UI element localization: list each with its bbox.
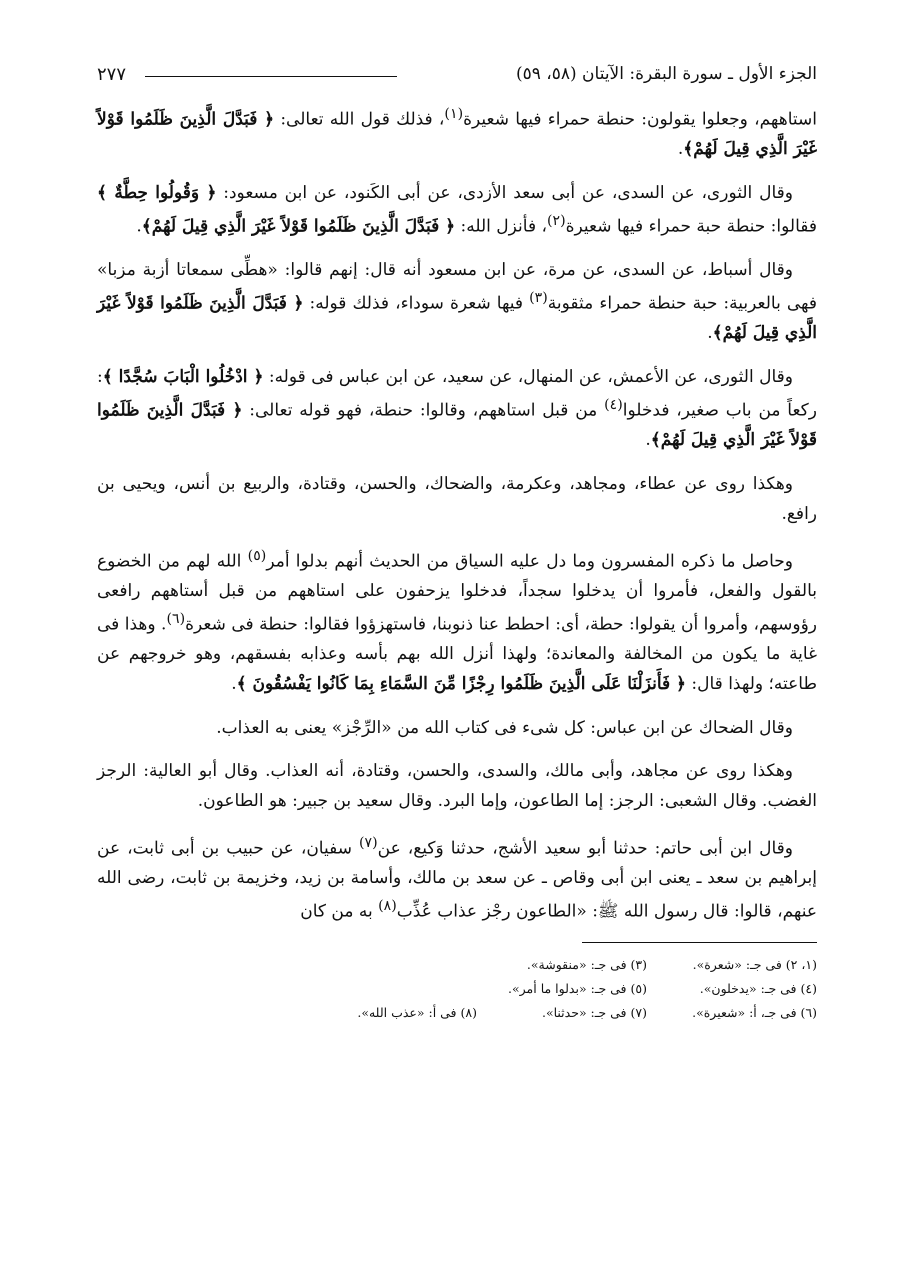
- footnotes: [97, 953, 817, 1026]
- book-page: [97, 60, 817, 1026]
- text-run: : ركعاً من باب صغير، فدخلوا: [97, 367, 817, 421]
- text-run: سفيان، عن حبيب بن أبى ثابت، عن إبراهيم بن سعد ـ يعنى ابن أبى وقاص ـ عن سعد بن مالك، وأسامة بن زيد، وخزيمة بن ثابت، رضى الله عنهم، قالوا: قال رسول الله ﷺ: «الطاعون رجْز عذاب عُذِّب: [97, 838, 817, 922]
- paragraph: [97, 544, 817, 700]
- quran-verse: ﴿ وَقُولُوا حِطَّةٌ ﴾: [97, 183, 217, 204]
- text-run: .: [231, 673, 237, 694]
- footnote: (٦) فى جـ، أ: «شعيرة».: [692, 1005, 817, 1021]
- text-run: به من كان: [300, 901, 379, 922]
- footnote: (٣) فى جـ: «منقوشة».: [526, 956, 647, 972]
- footnote-marker: (٧): [358, 834, 378, 851]
- text-run: وقال الثورى، عن الأعمش، عن المنهال، عن سعيد، عن ابن عباس فى قوله:: [263, 367, 793, 388]
- text-run: وقال أسباط، عن السدى، عن مرة، عن ابن مسعود أنه قال: إنهم قالوا: «هطِّى سمعاتا أزبة مزبا» فهى بالعربية: حبة حنطة حمراء مثقوبة: [97, 260, 817, 314]
- quran-verse: ﴿ فَأَنزَلْنَا عَلَى الَّذِينَ ظَلَمُوا رِجْزًا مِّنَ السَّمَاءِ بِمَا كَانُوا يَفْسُقُونَ ﴾: [236, 673, 687, 694]
- paragraph: [97, 363, 817, 456]
- text-run: فيها شعرة سوداء، فذلك قوله:: [303, 293, 530, 314]
- paragraph: [97, 102, 817, 165]
- text-run: . وهذا فى غاية ما يكون من المخالفة والمعاندة؛ ولهذا أنزل الله بهم بأسه وعذابه بفسقهم، وهو خروجهم عن طاعته؛ ولهذا قال:: [97, 614, 817, 694]
- text-run: ، فذلك قول الله تعالى:: [274, 109, 445, 130]
- footnote-marker: (٥): [247, 547, 267, 564]
- running-title: الجزء الأول ـ سورة البقرة: الآيتان (٥٨، ٥٩): [515, 64, 817, 84]
- text-run: وهكذا روى عن مجاهد، وأبى مالك، والسدى، والحسن، وقتادة، أنه العذاب. وقال أبو العالية: الرجز الغضب. وقال الشعبى: الرجز: إما الطاعون، وإما البرد. وقال سعيد بن جبير: هو الطاعون.: [97, 761, 817, 812]
- text-run: الله لهم من الخضوع بالقول والفعل، فأمروا أن يدخلوا سجداً، فدخلوا يزحفون على استاههم من قبل أستاههم رافعى رؤوسهم، وأمروا أن يقولوا: حطة، أى: احطط عنا ذنوبنا، فاستهزؤوا فقالوا: حنطة فى شعرة: [97, 551, 817, 635]
- paragraph: [97, 179, 817, 242]
- text-run: .: [645, 430, 651, 451]
- footnote: (٧) فى جـ: «حدثنا».: [541, 1005, 647, 1021]
- quran-verse: ﴿ ادْخُلُوا الْبَابَ سُجَّدًا ﴾: [102, 367, 264, 388]
- quran-verse: ﴿ فَبَدَّلَ الَّذِينَ ظَلَمُوا قَوْلاً غَيْرَ الَّذِي قِيلَ لَهُمْ﴾: [97, 109, 817, 160]
- paragraph: [97, 256, 817, 349]
- text-run: وقال ابن أبى حاتم: حدثنا أبو سعيد الأشج، حدثنا وَكيع، عن: [377, 838, 794, 859]
- text-run: .: [707, 323, 713, 344]
- footnote: (٨) فى أ: «عذب الله».: [357, 1005, 477, 1021]
- paragraph: [97, 470, 817, 530]
- header-rule: [145, 76, 397, 77]
- page-body: [97, 102, 817, 928]
- text-run: فقالوا: حنطة حبة حمراء فيها شعيرة: [565, 216, 817, 237]
- text-run: وقال الثورى، عن السدى، عن أبى سعد الأزدى، عن أبى الكَنود، عن ابن مسعود:: [216, 183, 793, 204]
- paragraph: [97, 831, 817, 928]
- text-run: وحاصل ما ذكره المفسرون وما دل عليه السياق من الحديث أنهم بدلوا أمر: [266, 551, 793, 572]
- footnote-marker: (١): [444, 106, 464, 122]
- footnote-row: [97, 953, 817, 977]
- footnote-marker: (٤): [604, 396, 623, 413]
- footnote: (١، ٢) فى جـ: «شعرة».: [692, 956, 817, 972]
- page-header: [97, 60, 817, 88]
- page-number: ٢٧٧: [97, 64, 127, 85]
- footnote-row: [97, 1001, 817, 1025]
- footnote-marker: (٦): [166, 610, 186, 627]
- paragraph: [97, 757, 817, 817]
- footnote: (٥) فى جـ: «بدلوا ما أمر».: [508, 980, 647, 996]
- footnote: (٤) فى جـ: «يدخلون».: [699, 980, 817, 996]
- text-run: وهكذا روى عن عطاء، ومجاهد، وعكرمة، والضحاك، والحسن، وقتادة، والربيع بن أنس، ويحيى بن رافع.: [97, 474, 817, 524]
- quran-verse: ﴿ فَبَدَّلَ الَّذِينَ ظَلَمُوا قَوْلاً غَيْرَ الَّذِي قِيلَ لَهُمْ﴾: [97, 293, 817, 344]
- quran-verse: ﴿ فَبَدَّلَ الَّذِينَ ظَلَمُوا قَوْلاً غَيْرَ الَّذِي قِيلَ لَهُمْ﴾: [141, 216, 456, 237]
- text-run: من قبل استاههم، وقالوا: حنطة، فهو قوله تعالى:: [242, 400, 605, 421]
- quran-verse: ﴿ فَبَدَّلَ الَّذِينَ ظَلَمُوا قَوْلاً غَيْرَ الَّذِي قِيلَ لَهُمْ﴾: [97, 400, 817, 451]
- footnote-marker: (٢): [546, 212, 566, 229]
- text-run: استاههم، وجعلوا يقولون: حنطة حمراء فيها شعيرة: [463, 109, 817, 130]
- paragraph: [97, 714, 817, 744]
- text-run: .: [136, 216, 142, 237]
- footnote-marker: (٨): [378, 898, 397, 915]
- text-run: ، فأنزل الله:: [455, 216, 547, 237]
- text-run: .: [677, 139, 684, 160]
- footnote-marker: (٣): [529, 290, 548, 307]
- footnotes-rule: [582, 942, 817, 943]
- footnote-row: [97, 977, 817, 1001]
- text-run: وقال الضحاك عن ابن عباس: كل شىء فى كتاب الله من «الرِّجْز» يعنى به العذاب.: [216, 717, 793, 738]
